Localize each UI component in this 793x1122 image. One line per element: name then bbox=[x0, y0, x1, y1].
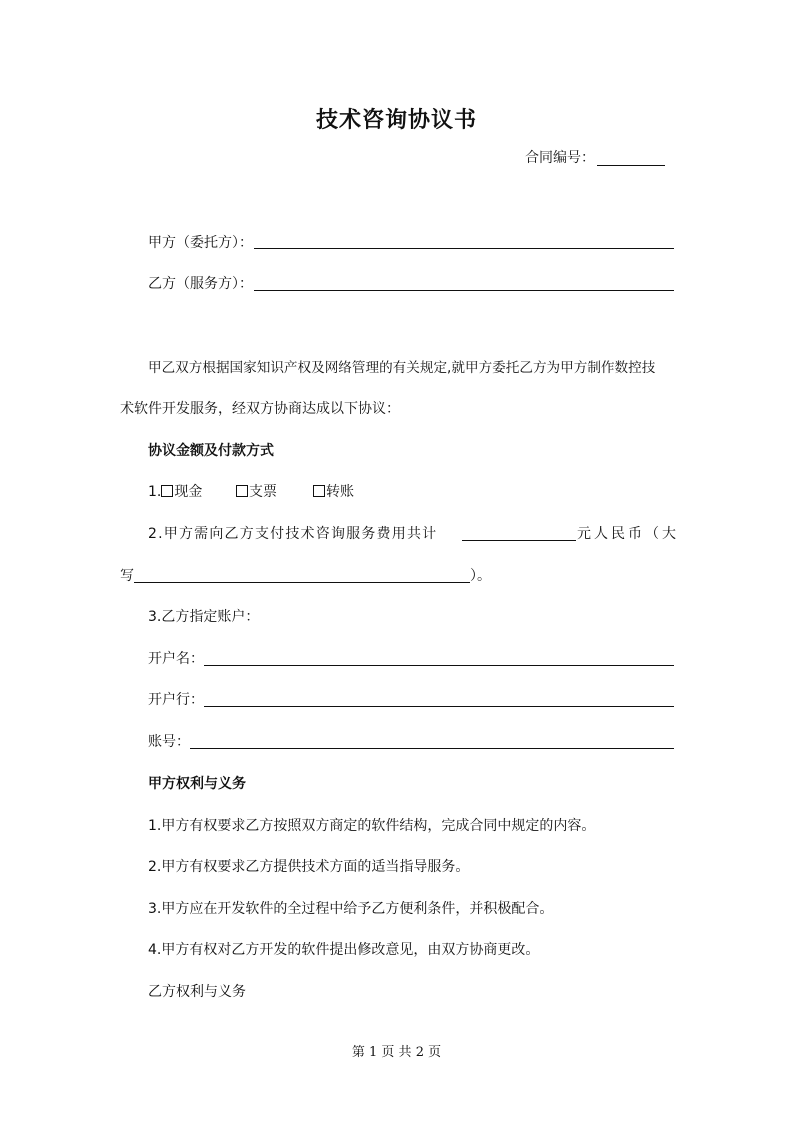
document-title: 技术咨询协议书 bbox=[315, 107, 477, 133]
account-bank-label: 开户行： bbox=[148, 692, 204, 708]
intro-line-1: 甲乙双方根据国家知识产权及网络管理的有关规定,就甲方委托乙方为甲方制作数控技 bbox=[148, 360, 656, 376]
party-a-label: 甲方（委托方）： bbox=[148, 235, 253, 251]
intro-line-2: 术软件开发服务，经双方协商达成以下协议： bbox=[120, 401, 400, 417]
contract-number-blank[interactable] bbox=[597, 165, 665, 166]
transfer-option bbox=[313, 482, 354, 502]
party-a-right-4: 4.甲方有权对乙方开发的软件提出修改意见，由双方协商更改。 bbox=[148, 942, 540, 958]
fee-line-1-suffix: 元人民币（大 bbox=[577, 526, 679, 542]
contract-number-label: 合同编号： bbox=[525, 150, 595, 166]
fee-line-1-prefix: 2.甲方需向乙方支付技术咨询服务费用共计 bbox=[148, 526, 438, 542]
payment-prefix: 1. bbox=[148, 484, 162, 500]
account-bank-blank[interactable] bbox=[204, 706, 674, 707]
fee-line-2-prefix: 写 bbox=[120, 568, 134, 584]
cheque-label: 支票 bbox=[249, 484, 277, 500]
party-a-blank[interactable] bbox=[254, 248, 674, 249]
account-number-blank[interactable] bbox=[190, 748, 674, 749]
section-payment-heading: 协议金额及付款方式 bbox=[148, 443, 274, 459]
party-a-right-3: 3.甲方应在开发软件的全过程中给予乙方便利条件，并积极配合。 bbox=[148, 901, 554, 917]
section-party-a-rights-heading: 甲方权利与义务 bbox=[148, 776, 246, 792]
account-number-label: 账号： bbox=[148, 734, 190, 750]
fee-amount-blank[interactable] bbox=[462, 540, 576, 541]
party-a-right-2: 2.甲方有权要求乙方提供技术方面的适当指导服务。 bbox=[148, 859, 470, 875]
page-number-footer: 第 1 页 共 2 页 bbox=[351, 1045, 442, 1060]
transfer-label: 转账 bbox=[326, 484, 354, 500]
party-a-right-1: 1.甲方有权要求乙方按照双方商定的软件结构，完成合同中规定的内容。 bbox=[148, 818, 596, 834]
section-party-b-rights-heading: 乙方权利与义务 bbox=[148, 984, 246, 1000]
payment-methods bbox=[148, 482, 202, 502]
party-b-blank[interactable] bbox=[254, 290, 674, 291]
cheque-checkbox[interactable] bbox=[236, 485, 248, 497]
account-name-blank[interactable] bbox=[204, 665, 674, 666]
party-b-label: 乙方（服务方）： bbox=[148, 276, 253, 292]
fee-line-2-suffix: ）。 bbox=[470, 568, 491, 584]
cash-checkbox[interactable] bbox=[161, 485, 173, 497]
cheque-option bbox=[236, 482, 277, 502]
account-name-label: 开户名： bbox=[148, 651, 204, 667]
account-heading: 3.乙方指定账户： bbox=[148, 609, 260, 625]
fee-uppercase-blank[interactable] bbox=[134, 582, 470, 583]
transfer-checkbox[interactable] bbox=[313, 485, 325, 497]
cash-label: 现金 bbox=[174, 484, 203, 500]
